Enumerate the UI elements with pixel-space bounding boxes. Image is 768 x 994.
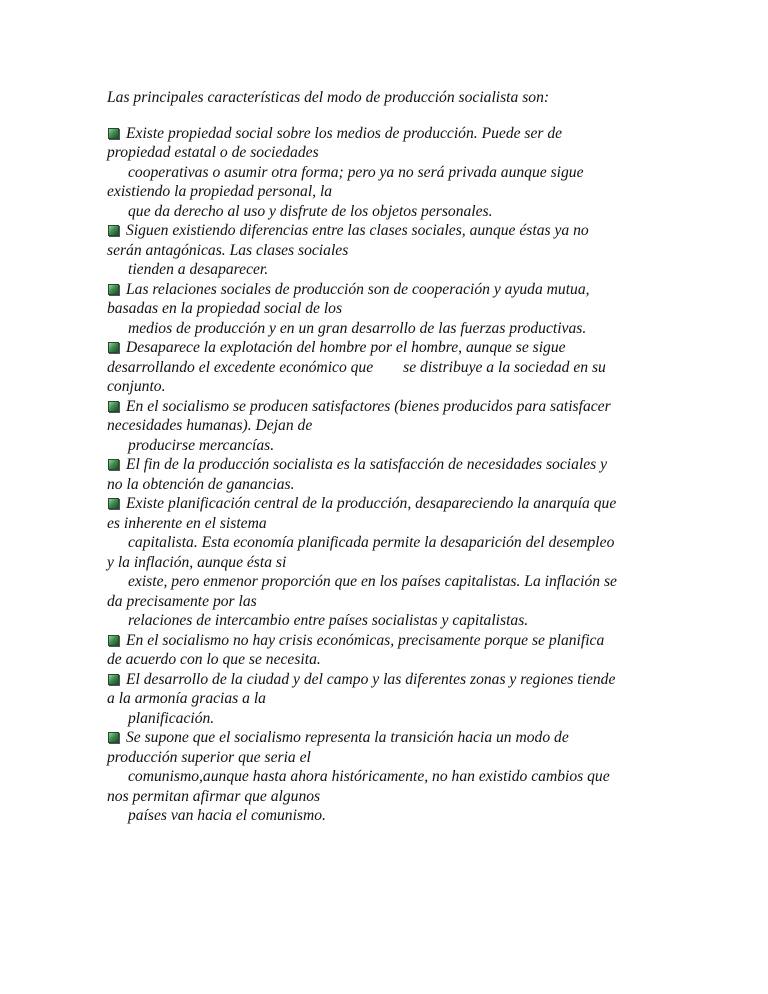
list-item-text: medios de producción y en un gran desarrollo de las fuerzas productivas. bbox=[128, 319, 587, 337]
list-item bbox=[107, 397, 667, 456]
list-item bbox=[107, 494, 667, 631]
intro-paragraph: Las principales características del modo de producción socialista son: bbox=[107, 89, 550, 106]
list-item bbox=[107, 670, 667, 729]
list-item-text: comunismo,aunque hasta ahora históricamente, no han existido cambios que bbox=[128, 768, 610, 785]
green-square-bullet-icon bbox=[108, 401, 119, 412]
list-item bbox=[107, 338, 667, 397]
list-item-text: propiedad estatal o de sociedades bbox=[107, 144, 319, 161]
list-item-text: desarrollando el excedente económico que bbox=[107, 358, 374, 376]
green-square-bullet-icon bbox=[108, 225, 119, 236]
list-item-text: conjunto. bbox=[107, 378, 166, 395]
green-square-bullet-icon bbox=[108, 284, 119, 295]
list-item-text: nos permitan afirmar que algunos bbox=[107, 787, 321, 805]
list-item-text: El desarrollo de la ciudad y del campo y las diferentes zonas y regiones tiende bbox=[126, 670, 616, 688]
green-square-bullet-icon bbox=[108, 459, 119, 470]
list-item-text: Las relaciones sociales de producción son de cooperación y ayuda mutua, bbox=[126, 280, 590, 298]
list-item-text: y la inflación, aunque ésta si bbox=[107, 553, 287, 571]
list-item-text: capitalista. Esta economía planificada permite la desaparición del desempleo bbox=[128, 534, 615, 551]
list-item-text: Existe propiedad social sobre los medios de producción. Puede ser de bbox=[126, 124, 563, 142]
list-item-text: relaciones de intercambio entre países socialistas y capitalistas. bbox=[128, 612, 529, 629]
list-item-text: producirse mercancías. bbox=[128, 436, 275, 454]
green-square-bullet-icon bbox=[108, 498, 119, 509]
list-item-text: da precisamente por las bbox=[107, 592, 257, 610]
list-item-text: Existe planificación central de la producción, desapareciendo la anarquía que bbox=[126, 495, 617, 512]
list-item-text: Se supone que el socialismo representa la transición hacia un modo de bbox=[126, 729, 569, 746]
list-item bbox=[107, 124, 667, 222]
green-square-bullet-icon bbox=[108, 674, 119, 685]
list-item-text: a la armonía gracias a la bbox=[107, 690, 266, 707]
list-item-text: Siguen existiendo diferencias entre las clases sociales, aunque éstas ya no bbox=[126, 222, 589, 239]
list-item-text: producción superior que seria el bbox=[107, 748, 311, 766]
green-square-bullet-icon bbox=[108, 342, 119, 353]
green-square-bullet-icon bbox=[108, 635, 119, 646]
list-item-text: Desaparece la explotación del hombre por el hombre, aunque se sigue bbox=[126, 339, 566, 356]
list-item-text: no la obtención de ganancias. bbox=[107, 475, 295, 493]
list-item bbox=[107, 455, 667, 494]
list-item bbox=[107, 280, 667, 339]
list-item-text: de acuerdo con lo que se necesita. bbox=[107, 651, 321, 668]
list-item-text: En el socialismo no hay crisis económicas, precisamente porque se planifica bbox=[126, 631, 605, 649]
list-item-text: países van hacia el comunismo. bbox=[128, 807, 326, 824]
green-square-bullet-icon bbox=[108, 732, 119, 743]
list-item bbox=[107, 221, 667, 280]
list-item-text: necesidades humanas). Dejan de bbox=[107, 417, 313, 434]
list-item bbox=[107, 728, 667, 826]
list-item-text: basadas en la propiedad social de los bbox=[107, 300, 343, 317]
list-item-text: existiendo la propiedad personal, la bbox=[107, 183, 333, 200]
list-item-text: cooperativas o asumir otra forma; pero ya no será privada aunque sigue bbox=[128, 163, 584, 181]
list-item bbox=[107, 631, 667, 670]
list-item-text: que da derecho al uso y disfrute de los objetos personales. bbox=[128, 202, 493, 220]
list-item-text: En el socialismo se producen satisfactores (bienes producidos para satisfacer bbox=[126, 397, 611, 415]
green-square-bullet-icon bbox=[108, 128, 119, 139]
list-item-text: planificación. bbox=[128, 709, 215, 727]
list-item-text: serán antagónicas. Las clases sociales bbox=[107, 241, 349, 259]
list-item-text: es inherente en el sistema bbox=[107, 514, 267, 532]
list-item-text: se distribuye a la sociedad en su bbox=[403, 358, 606, 376]
document-body bbox=[107, 88, 667, 826]
list-item-text: El fin de la producción socialista es la satisfacción de necesidades sociales y bbox=[126, 456, 608, 473]
list-item-text: existe, pero enmenor proporción que en los países capitalistas. La inflación se bbox=[128, 573, 617, 590]
list-item-text: tienden a desaparecer. bbox=[128, 261, 269, 278]
